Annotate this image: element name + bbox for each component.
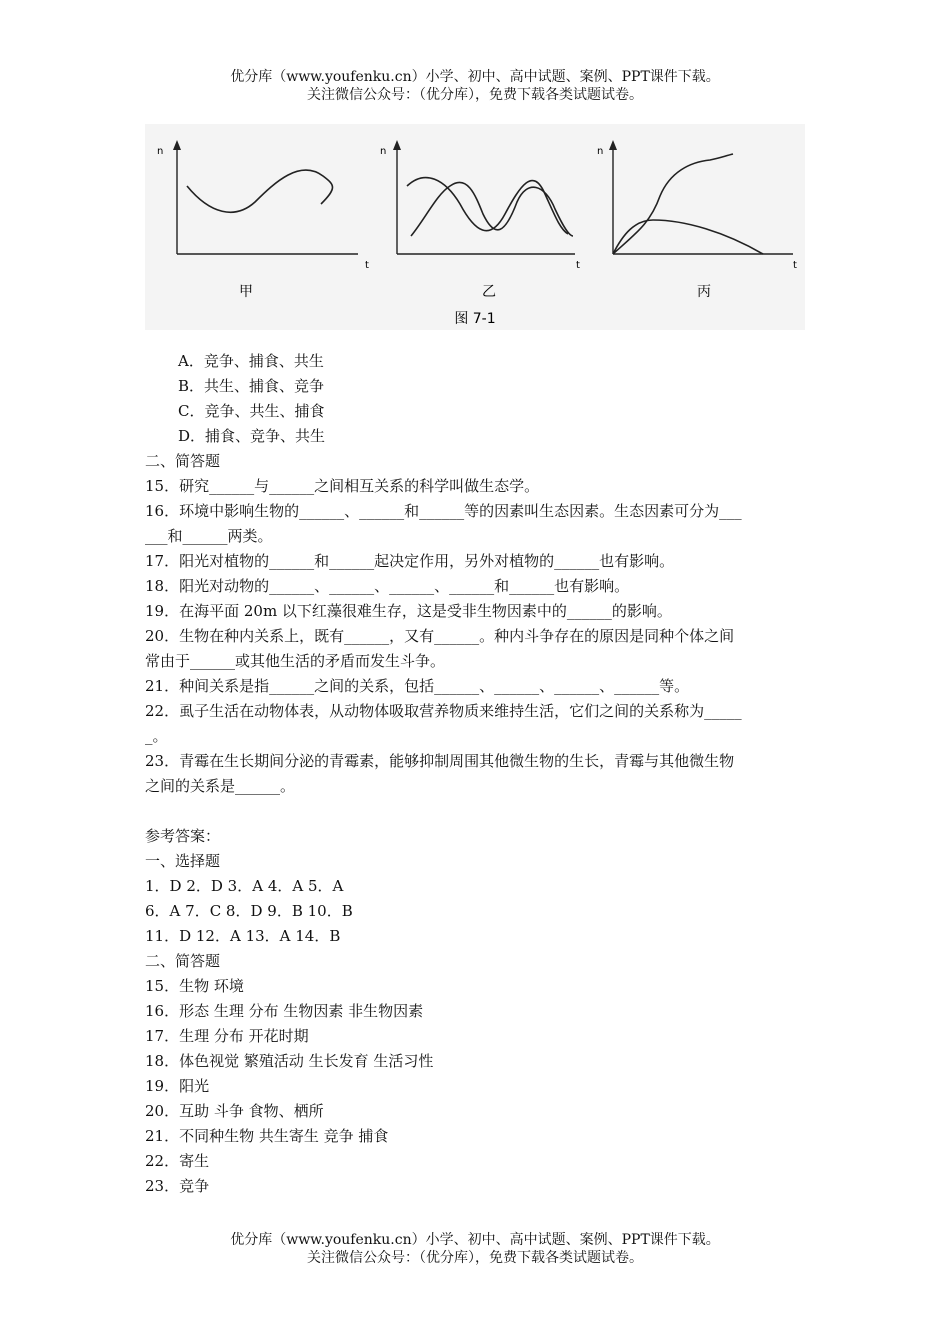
- spacer: [145, 799, 810, 824]
- answer-20: 20．互助 斗争 食物、栖所: [145, 1102, 324, 1120]
- question-22: 22．虱子生活在动物体表，从动物体吸取营养物质来维持生活，它们之间的关系称为_____: [145, 702, 742, 720]
- panel-jia-curve-1: [187, 170, 333, 212]
- question-22-cont: _。: [145, 727, 168, 745]
- question-16: 16．环境中影响生物的______、______和______等的因素叫生态因素。生态因素可分为___: [145, 502, 742, 520]
- panel-yi-y-arrow: [393, 140, 401, 150]
- answer-17: 17．生理 分布 开花时期: [145, 1027, 309, 1045]
- answer-18: 18．体色视觉 繁殖活动 生长发育 生活习性: [145, 1052, 434, 1070]
- panel-bing-curve-declining: [613, 220, 763, 254]
- option-b: B．共生、捕食、竞争: [178, 377, 325, 395]
- section-2-title: 二、简答题: [145, 452, 221, 470]
- panel-jia-n-label: n: [157, 146, 164, 157]
- figure-caption: 图 7-1: [454, 311, 496, 327]
- answer-16: 16．形态 生理 分布 生物因素 非生物因素: [145, 1002, 424, 1020]
- question-23-cont: 之间的关系是______。: [145, 777, 296, 795]
- header-line-1: 优分库（www.youfenku.cn）小学、初中、高中试题、案例、PPT课件下载。: [230, 69, 720, 85]
- panel-bing-curve-rising: [613, 154, 733, 254]
- option-d: D．捕食、竞争、共生: [178, 427, 326, 445]
- answer-19: 19．阳光: [145, 1077, 210, 1095]
- panel-jia-label: 甲: [239, 284, 253, 300]
- question-23: 23．青霉在生长期间分泌的青霉素，能够抑制周围其他微生物的生长，青霉与其他微生物: [145, 752, 735, 770]
- page-header: [0, 68, 950, 104]
- panel-yi-t-label: t: [576, 260, 580, 271]
- question-19: 19．在海平面 20m 以下红藻很难生存，这是受非生物因素中的______的影响。: [145, 602, 672, 620]
- panel-bing: [597, 140, 797, 300]
- panel-bing-t-label: t: [793, 260, 797, 271]
- header-line-2: 关注微信公众号：（优分库），免费下载各类试题试卷。: [307, 87, 643, 103]
- answers-section-2-title: 二、简答题: [145, 952, 221, 970]
- panel-yi-curve-predator: [411, 182, 573, 236]
- question-21: 21．种间关系是指______之间的关系，包括______、______、______、______等。: [145, 677, 690, 695]
- answer-15: 15．生物 环境: [145, 977, 244, 995]
- panel-yi-curve-prey: [407, 178, 568, 234]
- document-body: [145, 349, 810, 1199]
- answer-23: 23．竞争: [145, 1177, 210, 1195]
- panel-bing-y-arrow: [609, 140, 617, 150]
- panel-yi-n-label: n: [380, 146, 387, 157]
- panel-bing-label: 丙: [697, 284, 711, 300]
- answers-choice-line-3: 11．D 12．A 13．A 14．B: [145, 927, 341, 945]
- question-17: 17．阳光对植物的______和______起决定作用，另外对植物的______也有影响。: [145, 552, 675, 570]
- question-18: 18．阳光对动物的______、______、______、______和______也有影响。: [145, 577, 630, 595]
- question-15: 15．研究______与______之间相互关系的科学叫做生态学。: [145, 477, 540, 495]
- panel-jia: [157, 140, 369, 300]
- option-c: C．竞争、共生、捕食: [178, 402, 325, 420]
- panel-jia-t-label: t: [365, 260, 369, 271]
- question-16-cont: ___和______两类。: [145, 527, 273, 545]
- answers-choice-line-2: 6．A 7．C 8．D 9．B 10．B: [145, 902, 353, 920]
- footer-line-1: 优分库（www.youfenku.cn）小学、初中、高中试题、案例、PPT课件下载。: [230, 1232, 720, 1248]
- panel-yi: [380, 140, 580, 300]
- page-footer: [0, 1231, 950, 1267]
- answers-section-1-title: 一、选择题: [145, 852, 221, 870]
- figure-7-1: [145, 124, 805, 330]
- footer-line-2: 关注微信公众号：（优分库），免费下载各类试题试卷。: [307, 1250, 643, 1266]
- answers-title: 参考答案：: [145, 827, 221, 845]
- figure-svg: [145, 124, 805, 330]
- panel-yi-label: 乙: [482, 284, 496, 300]
- question-20: 20．生物在种内关系上，既有______，又有______。种内斗争存在的原因是同种个体之间: [145, 627, 735, 645]
- answers-choice-line-1: 1．D 2．D 3．A 4．A 5．A: [145, 877, 344, 895]
- answer-21: 21．不同种生物 共生寄生 竞争 捕食: [145, 1127, 389, 1145]
- answer-22: 22．寄生: [145, 1152, 210, 1170]
- panel-jia-y-arrow: [173, 140, 181, 150]
- panel-bing-n-label: n: [597, 146, 604, 157]
- question-20-cont: 常由于______或其他生活的矛盾而发生斗争。: [145, 652, 446, 670]
- option-a: A．竞争、捕食、共生: [178, 352, 324, 370]
